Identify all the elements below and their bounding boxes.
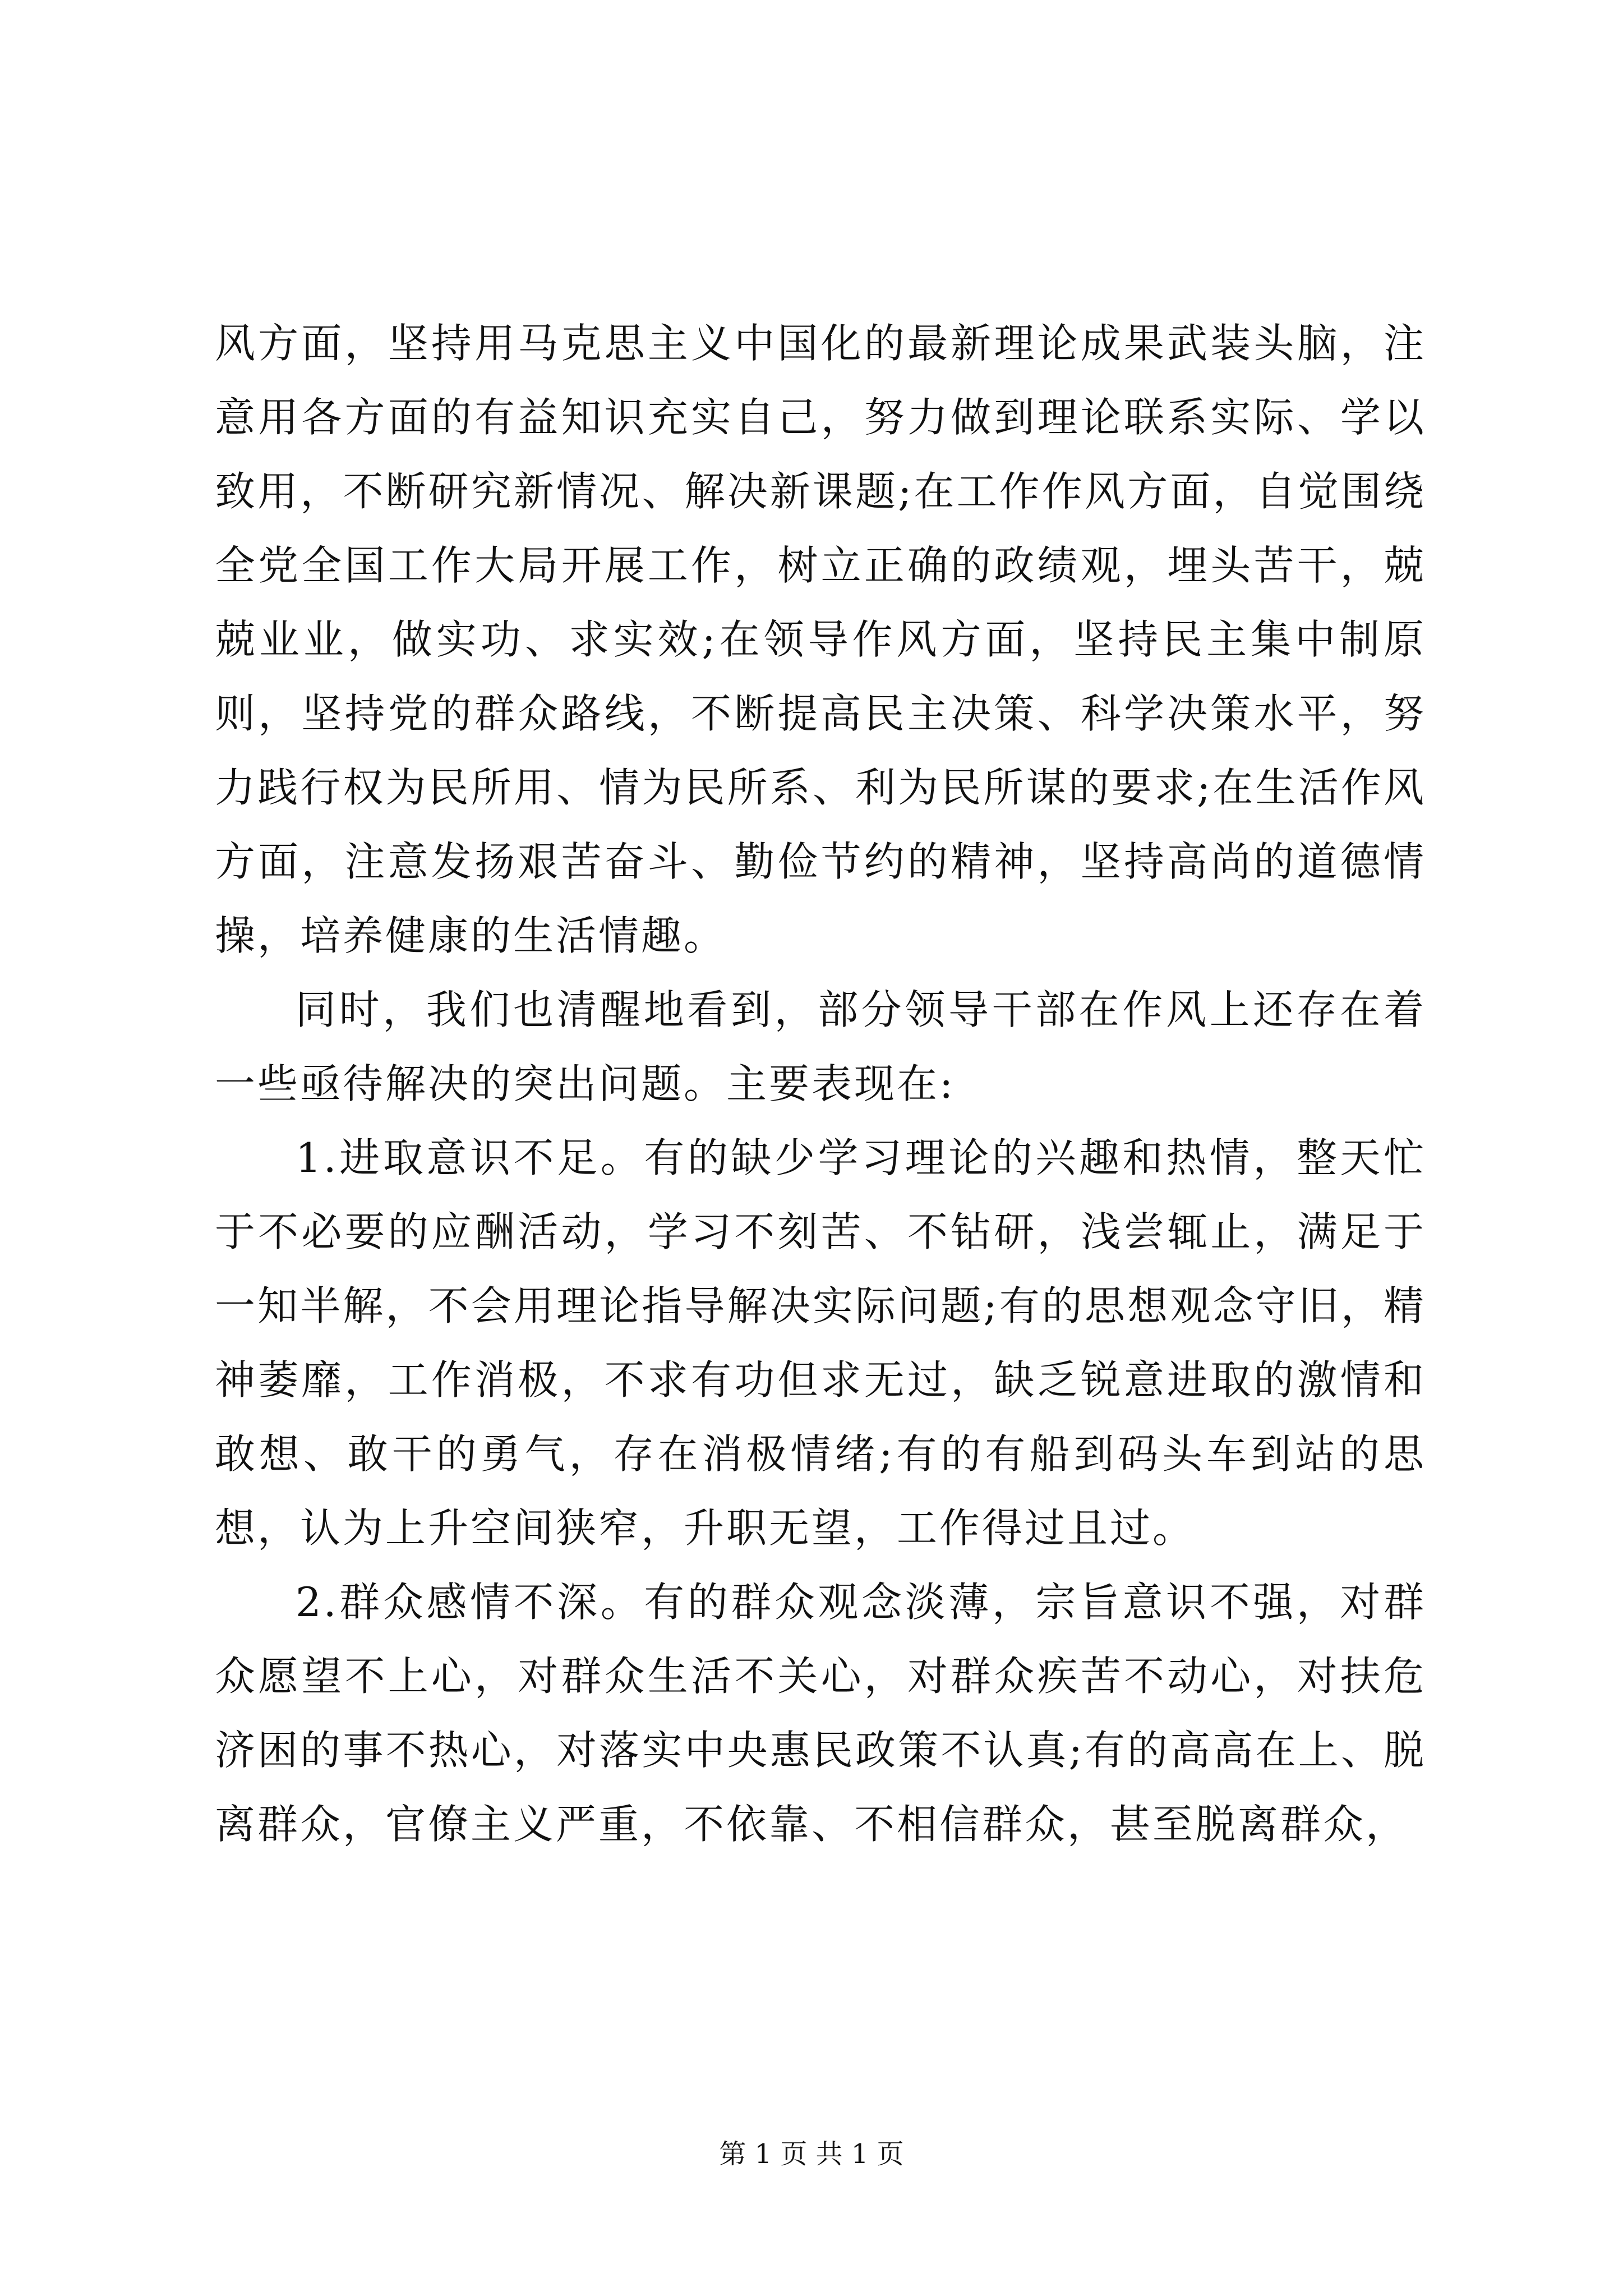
paragraph-work-style-continuation: 风方面，坚持用马克思主义中国化的最新理论成果武装头脑，注意用各方面的有益知识充实自己，努力做到理论联系实际、学以致用，不断研究新情况、解决新课题;在工作作风方面，自觉围绕全党全国工作大局开展工作，树立正确的政绩观，埋头苦干，兢兢业业，做实功、求实效;在领导作风方面，坚持民主集中制原则，坚持党的群众路线，不断提高民主决策、科学决策水平，努力践行权为民所用、情为民所系、利为民所谋的要求;在生活作风方面，注意发扬艰苦奋斗、勤俭节约的精神，坚持高尚的道德情操，培养健康的生活情趣。 xyxy=(215,320,1426,959)
paragraph-item-2: 2.群众感情不深。有的群众观念淡薄，宗旨意识不强，对群众愿望不上心，对群众生活不关心，对群众疾苦不动心，对扶危济困的事不热心，对落实中央惠民政策不认真;有的高高在上、脱离群众，官僚主义严重，不依靠、不相信群众，甚至脱离群众， xyxy=(215,1579,1426,1848)
document-body xyxy=(215,306,1426,1861)
paragraph-item-1: 1.进取意识不足。有的缺少学习理论的兴趣和热情，整天忙于不必要的应酬活动，学习不刻苦、不钻研，浅尝辄止，满足于一知半解，不会用理论指导解决实际问题;有的思想观念守旧，精神萎靡，工作消极，不求有功但求无过，缺乏锐意进取的激情和敢想、敢干的勇气，存在消极情绪;有的有船到码头车到站的思想，认为上升空间狭窄，升职无望，工作得过且过。 xyxy=(215,1134,1426,1552)
paragraph-problems-intro: 同时，我们也清醒地看到，部分领导干部在作风上还存在着一些亟待解决的突出问题。主要表现在: xyxy=(215,986,1426,1107)
page-number-footer: 第 1 页 共 1 页 xyxy=(719,2138,904,2170)
